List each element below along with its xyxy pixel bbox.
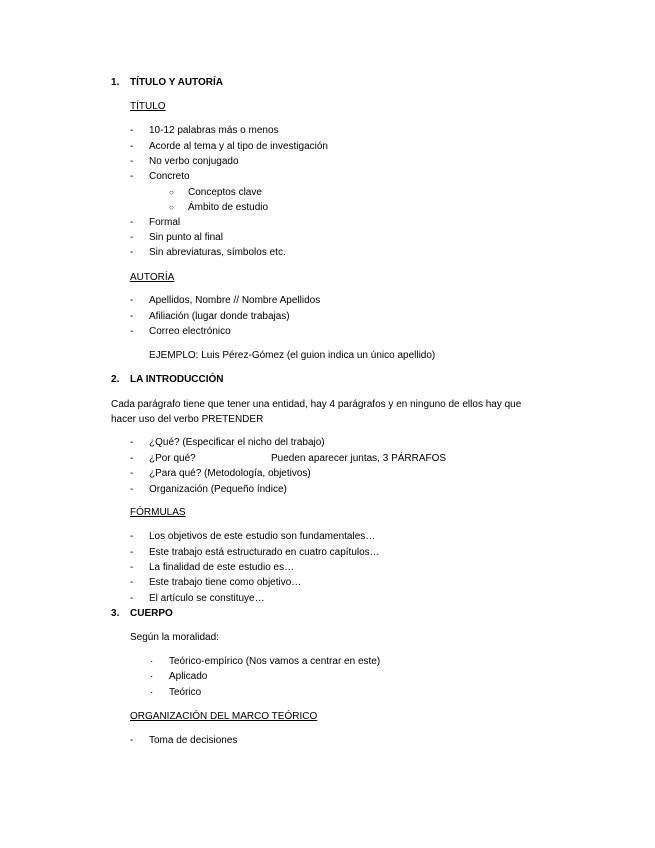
section-title: CUERPO xyxy=(130,608,173,619)
list-item: Teórico xyxy=(169,687,202,698)
list-item: Teórico-empírico (Nos vamos a centrar en este) xyxy=(169,656,381,667)
list-item: Formal xyxy=(149,217,181,228)
subheading-autoria: AUTORÍA xyxy=(130,272,175,283)
bullet-dash: - xyxy=(130,531,134,542)
list-item: ¿Por qué? xyxy=(149,453,196,464)
list-item: Toma de decisiones xyxy=(149,735,238,746)
bullet-dash: - xyxy=(130,735,134,746)
list-item: Sin abreviaturas, símbolos etc. xyxy=(149,247,286,258)
bullet-dash: - xyxy=(130,171,134,182)
subheading-marco-teorico: ORGANIZACIÓN DEL MARCO TEÓRICO xyxy=(130,711,318,722)
list-item: Este trabajo está estructurado en cuatro capítulos… xyxy=(149,547,380,558)
list-item: Concreto xyxy=(149,171,190,182)
bullet-dot-icon: · xyxy=(150,687,154,698)
subheading-titulo: TÍTULO xyxy=(130,101,166,112)
bullet-dash: - xyxy=(130,217,134,228)
bullet-dash: - xyxy=(130,484,134,495)
list-item: La finalidad de este estudio es… xyxy=(149,562,295,573)
list-item: Correo electrónico xyxy=(149,326,231,337)
list-item: 10-12 palabras más o menos xyxy=(149,125,279,136)
section-title: LA INTRODUCCIÓN xyxy=(130,374,224,385)
bullet-dash: - xyxy=(130,232,134,243)
note-text: Pueden aparecer juntas, 3 PÁRRAFOS xyxy=(271,453,447,464)
bullet-dash: - xyxy=(130,125,134,136)
bullet-circle-icon: ○ xyxy=(169,188,174,197)
list-item: Aplicado xyxy=(169,671,208,682)
bullet-dash: - xyxy=(130,156,134,167)
list-item: Acorde al tema y al tipo de investigación xyxy=(149,141,328,152)
bullet-dash: - xyxy=(130,141,134,152)
bullet-dash: - xyxy=(130,593,134,604)
intro-text: Según la moralidad: xyxy=(130,632,219,643)
sub-list-item: Conceptos clave xyxy=(188,187,262,198)
bullet-dash: - xyxy=(130,437,134,448)
paragraph-line: Cada parágrafo tiene que tener una entidad, hay 4 parágrafos y en ninguno de ellos hay que xyxy=(111,399,522,410)
bullet-dot-icon: · xyxy=(150,656,154,667)
bullet-circle-icon: ○ xyxy=(169,203,174,212)
list-item: Este trabajo tiene como objetivo… xyxy=(149,577,302,588)
list-item: El artículo se constituye… xyxy=(149,593,265,604)
sub-list-item: Ámbito de estudio xyxy=(188,202,269,213)
list-item: Sin punto al final xyxy=(149,232,223,243)
section-number: 1. xyxy=(111,77,120,88)
bullet-dash: - xyxy=(130,468,134,479)
list-item: Apellidos, Nombre // Nombre Apellidos xyxy=(149,295,321,306)
bullet-dash: - xyxy=(130,295,134,306)
paragraph-line: hacer uso del verbo PRETENDER xyxy=(111,414,264,425)
bullet-dash: - xyxy=(130,562,134,573)
bullet-dash: - xyxy=(130,311,134,322)
section-number: 3. xyxy=(111,608,120,619)
list-item: ¿Qué? (Especificar el nicho del trabajo) xyxy=(149,437,325,448)
list-item: Afiliación (lugar donde trabajas) xyxy=(149,311,290,322)
bullet-dash: - xyxy=(130,577,134,588)
list-item: ¿Para qué? (Metodología, objetivos) xyxy=(149,468,311,479)
section-title: TÍTULO Y AUTORÍA xyxy=(130,77,223,88)
list-item: No verbo conjugado xyxy=(149,156,239,167)
bullet-dash: - xyxy=(130,247,134,258)
example-text: EJEMPLO: Luis Pérez-Gómez (el guion indica un único apellido) xyxy=(149,350,436,361)
subheading-formulas: FÓRMULAS xyxy=(130,507,186,518)
bullet-dash: - xyxy=(130,326,134,337)
bullet-dash: - xyxy=(130,547,134,558)
bullet-dash: - xyxy=(130,453,134,464)
list-item: Los objetivos de este estudio son fundamentales… xyxy=(149,531,376,542)
bullet-dot-icon: · xyxy=(150,671,154,682)
section-number: 2. xyxy=(111,374,120,385)
list-item: Organización (Pequeño índice) xyxy=(149,484,287,495)
